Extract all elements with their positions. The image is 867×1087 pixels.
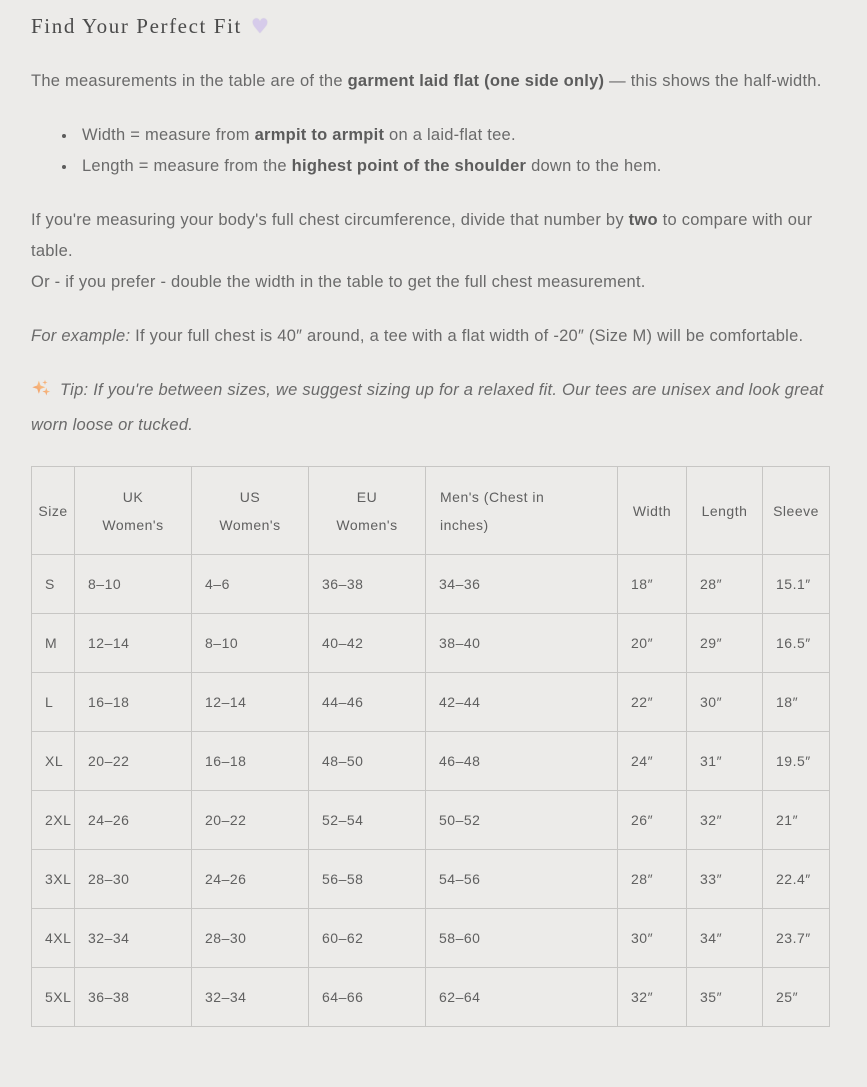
- table-row-s: [32, 555, 830, 614]
- cell-sleeve: 15.1″: [763, 555, 830, 614]
- header-sleeve: [763, 467, 830, 555]
- length-text-2: down to the hem.: [526, 157, 662, 175]
- cell-eu: 44–46: [309, 673, 426, 732]
- header-uk-line2: Women's: [102, 516, 164, 533]
- list-item-width: [77, 120, 829, 151]
- cell-sleeve: 22.4″: [763, 850, 830, 909]
- cell-uk: 32–34: [75, 909, 192, 968]
- cell-sleeve: 16.5″: [763, 614, 830, 673]
- page-title: [31, 13, 829, 40]
- header-size-label: Size: [38, 502, 68, 519]
- cell-uk: 16–18: [75, 673, 192, 732]
- cell-length: 30″: [687, 673, 763, 732]
- cell-length: 28″: [687, 555, 763, 614]
- cell-uk: 28–30: [75, 850, 192, 909]
- list-item-length: [77, 151, 829, 182]
- intro-text-2: — this shows the half-width.: [604, 72, 822, 90]
- header-sleeve-label: Sleeve: [773, 502, 819, 519]
- cell-mens: 46–48: [426, 732, 618, 791]
- table-row-4xl: [32, 909, 830, 968]
- cell-width: 20″: [618, 614, 687, 673]
- measurement-list: [31, 120, 829, 182]
- cell-uk: 20–22: [75, 732, 192, 791]
- table-row-m: [32, 614, 830, 673]
- divide-text-2: to compare with our table.: [31, 211, 813, 260]
- cell-width: 32″: [618, 968, 687, 1027]
- table-row-xl: [32, 732, 830, 791]
- divide-text-1: If you're measuring your body's full chest circumference, divide that number by: [31, 211, 629, 229]
- cell-width: 22″: [618, 673, 687, 732]
- header-mens-chest: [426, 467, 618, 555]
- example-label: For example:: [31, 327, 131, 345]
- cell-us: 12–14: [192, 673, 309, 732]
- header-length: [687, 467, 763, 555]
- width-text-1: Width = measure from: [82, 126, 255, 144]
- cell-us: 20–22: [192, 791, 309, 850]
- cell-length: 35″: [687, 968, 763, 1027]
- width-text-2: on a laid-flat tee.: [384, 126, 516, 144]
- header-length-label: Length: [701, 502, 748, 519]
- cell-mens: 62–64: [426, 968, 618, 1027]
- cell-sleeve: 25″: [763, 968, 830, 1027]
- cell-eu: 48–50: [309, 732, 426, 791]
- header-mens-line2: inches): [440, 516, 489, 533]
- table-body: [32, 555, 830, 1027]
- cell-mens: 58–60: [426, 909, 618, 968]
- cell-length: 33″: [687, 850, 763, 909]
- header-eu-line1: EU: [356, 488, 378, 505]
- cell-mens: 42–44: [426, 673, 618, 732]
- header-us-line2: Women's: [219, 516, 281, 533]
- cell-uk: 24–26: [75, 791, 192, 850]
- divide-line2: Or - if you prefer - double the width in the table to get the full chest measurement.: [31, 273, 646, 291]
- tip-text: Tip: If you're between sizes, we suggest sizing up for a relaxed fit. Our tees are unisex and look great worn loose or tucked.: [31, 381, 824, 434]
- cell-sleeve: 18″: [763, 673, 830, 732]
- cell-mens: 54–56: [426, 850, 618, 909]
- cell-mens: 34–36: [426, 555, 618, 614]
- cell-size: 4XL: [32, 909, 75, 968]
- cell-mens: 38–40: [426, 614, 618, 673]
- cell-eu: 64–66: [309, 968, 426, 1027]
- cell-length: 29″: [687, 614, 763, 673]
- cell-width: 24″: [618, 732, 687, 791]
- cell-eu: 36–38: [309, 555, 426, 614]
- header-width: [618, 467, 687, 555]
- header-size: [32, 467, 75, 555]
- header-us-womens: [192, 467, 309, 555]
- intro-paragraph: [31, 66, 829, 97]
- cell-us: 8–10: [192, 614, 309, 673]
- cell-us: 28–30: [192, 909, 309, 968]
- cell-us: 32–34: [192, 968, 309, 1027]
- cell-sleeve: 23.7″: [763, 909, 830, 968]
- cell-width: 30″: [618, 909, 687, 968]
- cell-sleeve: 21″: [763, 791, 830, 850]
- cell-length: 34″: [687, 909, 763, 968]
- size-chart-table: [31, 466, 830, 1027]
- sparkles-icon: [31, 378, 52, 410]
- cell-mens: 50–52: [426, 791, 618, 850]
- header-width-label: Width: [632, 502, 672, 519]
- length-text-1: Length = measure from the: [82, 157, 292, 175]
- header-us-line1: US: [239, 488, 261, 505]
- divide-bold: two: [628, 211, 658, 229]
- header-uk-line1: UK: [122, 488, 144, 505]
- divide-paragraph: [31, 205, 829, 298]
- example-paragraph: [31, 321, 829, 352]
- cell-size: 5XL: [32, 968, 75, 1027]
- cell-length: 32″: [687, 791, 763, 850]
- cell-us: 16–18: [192, 732, 309, 791]
- cell-width: 28″: [618, 850, 687, 909]
- tip-paragraph: [31, 375, 829, 441]
- cell-size: M: [32, 614, 75, 673]
- cell-size: XL: [32, 732, 75, 791]
- table-row-3xl: [32, 850, 830, 909]
- table-row-2xl: [32, 791, 830, 850]
- header-eu-line2: Women's: [336, 516, 398, 533]
- cell-sleeve: 19.5″: [763, 732, 830, 791]
- table-row-5xl: [32, 968, 830, 1027]
- cell-width: 18″: [618, 555, 687, 614]
- cell-eu: 60–62: [309, 909, 426, 968]
- cell-size: 2XL: [32, 791, 75, 850]
- cell-uk: 12–14: [75, 614, 192, 673]
- table-header-row: [32, 467, 830, 555]
- example-text: If your full chest is 40″ around, a tee with a flat width of -20″ (Size M) will be comfortable.: [130, 327, 804, 345]
- cell-uk: 36–38: [75, 968, 192, 1027]
- header-uk-womens: [75, 467, 192, 555]
- table-header: [32, 467, 830, 555]
- cell-eu: 40–42: [309, 614, 426, 673]
- length-bold: highest point of the shoulder: [291, 157, 527, 175]
- heart-icon: ♥: [250, 14, 271, 38]
- intro-text-1: The measurements in the table are of the: [31, 72, 348, 90]
- cell-us: 24–26: [192, 850, 309, 909]
- cell-size: S: [32, 555, 75, 614]
- cell-size: 3XL: [32, 850, 75, 909]
- header-mens-line1: Men's (Chest in: [440, 488, 545, 505]
- header-eu-womens: [309, 467, 426, 555]
- width-bold: armpit to armpit: [254, 126, 385, 144]
- cell-length: 31″: [687, 732, 763, 791]
- cell-us: 4–6: [192, 555, 309, 614]
- cell-width: 26″: [618, 791, 687, 850]
- intro-bold: garment laid flat (one side only): [347, 72, 605, 90]
- cell-eu: 52–54: [309, 791, 426, 850]
- cell-eu: 56–58: [309, 850, 426, 909]
- cell-size: L: [32, 673, 75, 732]
- table-row-l: [32, 673, 830, 732]
- page-title-text: Find Your Perfect Fit: [31, 14, 242, 38]
- cell-uk: 8–10: [75, 555, 192, 614]
